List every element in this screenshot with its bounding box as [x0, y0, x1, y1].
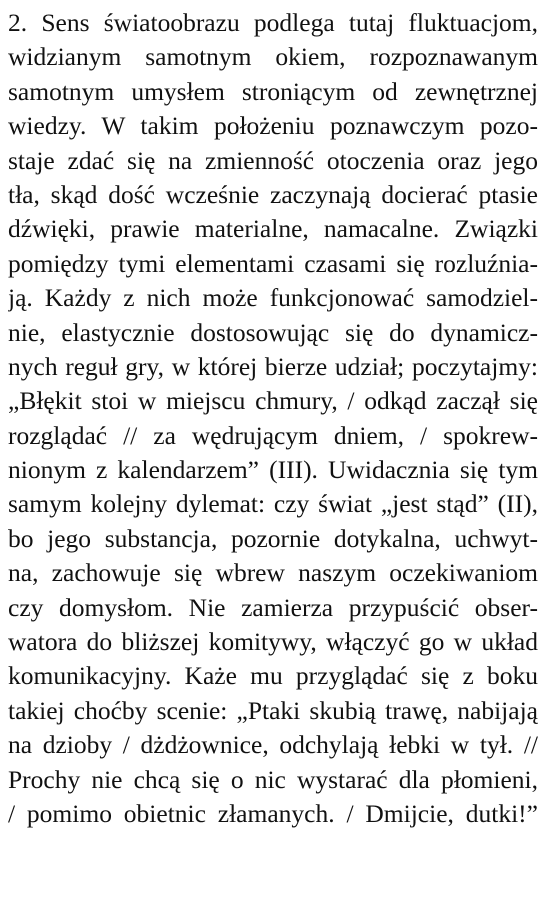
text-line: pomiędzy tymi elementami czasami się rozluźnia- [8, 248, 538, 278]
document-page [8, 0, 538, 831]
text-line: Prochy nie chcą się o nic wystarać dla płomieni, [8, 764, 538, 794]
text-line: na dzioby / dżdżownice, odchylają łebki w tył. // [8, 730, 538, 760]
text-line: samym kolejny dylemat: czy świat „jest stąd” (II), [8, 489, 538, 519]
text-line: staje zdać się na zmienność otoczenia oraz jego [8, 145, 538, 175]
text-line: wiedzy. W takim położeniu poznawczym pozo- [8, 111, 538, 141]
text-line: rozglądać // za wędrującym dniem, / spokrew- [8, 420, 538, 450]
text-line: ją. Każdy z nich może funkcjonować samodziel- [8, 283, 538, 313]
text-line: tła, skąd dość wcześnie zaczynają docierać ptasie [8, 179, 538, 209]
text-line: takiej choćby scenie: „Ptaki skubią trawę, nabijają [8, 695, 538, 725]
text-line: „Błękit stoi w miejscu chmury, / odkąd zaczął się [8, 386, 538, 416]
text-line: samotnym umysłem stroniącym od zewnętrznej [8, 76, 538, 106]
text-line: na, zachowuje się wbrew naszym oczekiwaniom [8, 558, 538, 588]
text-line: 2. Sens światoobrazu podlega tutaj fluktuacjom, [8, 8, 538, 37]
text-line: dźwięki, prawie materialne, namacalne. Związki [8, 214, 538, 244]
text-line: bo jego substancja, pozornie dotykalna, uchwyt- [8, 523, 538, 553]
text-line: czy domysłom. Nie zamierza przypuścić obser- [8, 592, 538, 622]
text-line: nych reguł gry, w której bierze udział; poczytajmy: [8, 351, 538, 381]
text-line: / pomimo obietnic złamanych. / Dmijcie, dutki!” [8, 798, 538, 828]
text-line: watora do bliższej komitywy, włączyć go w układ [8, 627, 538, 657]
text-line: nionym z kalendarzem” (III). Uwidacznia się tym [8, 455, 538, 485]
text-line: widzianym samotnym okiem, rozpoznawanym [8, 42, 538, 72]
text-line: nie, elastycznie dostosowując się do dynamicz- [8, 317, 538, 347]
text-line: komunikacyjny. Każe mu przyglądać się z boku [8, 661, 538, 691]
